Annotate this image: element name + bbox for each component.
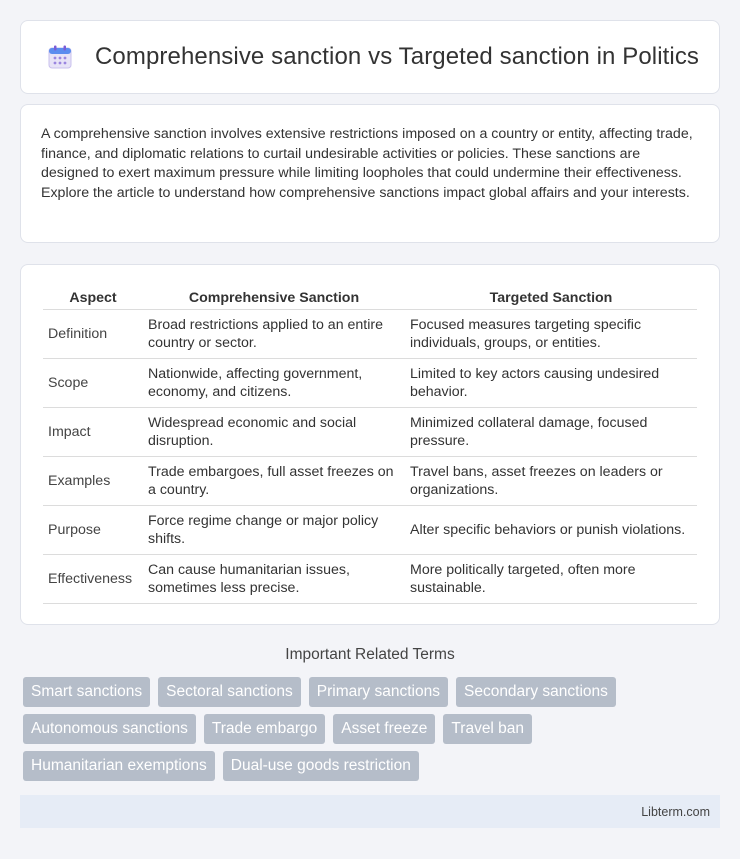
tag-sectoral-sanctions[interactable]: Sectoral sanctions [158, 677, 301, 707]
tag-travel-ban[interactable]: Travel ban [443, 714, 532, 744]
row-comprehensive: Broad restrictions applied to an entire country or sector. [143, 309, 405, 358]
footer [20, 795, 720, 828]
row-targeted: More politically targeted, often more sustainable. [405, 554, 697, 603]
comparison-table [43, 285, 697, 604]
row-comprehensive: Force regime change or major policy shifts. [143, 505, 405, 554]
table-header-row [43, 285, 697, 309]
row-aspect: Impact [43, 407, 143, 456]
tag-primary-sanctions[interactable]: Primary sanctions [309, 677, 448, 707]
tag-row [23, 677, 723, 707]
intro-paragraph: A comprehensive sanction involves extensive restrictions imposed on a country or entity, affecting trade, finance, and diplomatic relations to curtail undesirable activities or policies. These sanctions are designed to exert maximum pressure while limiting loopholes that could undermine their effectiveness. Explore the article to understand how comprehensive sanctions impact global affairs and your interests. [41, 126, 693, 201]
table-row [43, 456, 697, 505]
related-terms-list [23, 677, 723, 788]
comparison-card [20, 264, 720, 625]
table-row [43, 554, 697, 603]
row-aspect: Examples [43, 456, 143, 505]
page-title: Comprehensive sanction vs Targeted sanction in Politics [95, 43, 700, 70]
related-terms-heading: Important Related Terms [285, 646, 455, 663]
tag-asset-freeze[interactable]: Asset freeze [333, 714, 435, 744]
row-comprehensive: Trade embargoes, full asset freezes on a country. [143, 456, 405, 505]
tag-trade-embargo[interactable]: Trade embargo [204, 714, 325, 744]
row-aspect: Scope [43, 358, 143, 407]
row-aspect: Definition [43, 309, 143, 358]
column-header-comprehensive: Comprehensive Sanction [143, 285, 405, 309]
column-header-targeted: Targeted Sanction [405, 285, 697, 309]
tag-humanitarian-exemptions[interactable]: Humanitarian exemptions [23, 751, 215, 781]
tag-secondary-sanctions[interactable]: Secondary sanctions [456, 677, 616, 707]
row-comprehensive: Can cause humanitarian issues, sometimes less precise. [143, 554, 405, 603]
tag-row [23, 751, 723, 781]
row-aspect: Effectiveness [43, 554, 143, 603]
table-row [43, 407, 697, 456]
tag-dual-use-goods-restriction[interactable]: Dual-use goods restriction [223, 751, 419, 781]
row-targeted: Alter specific behaviors or punish violations. [405, 505, 697, 554]
calendar-icon [47, 44, 73, 70]
column-header-aspect: Aspect [43, 285, 143, 309]
row-targeted: Limited to key actors causing undesired behavior. [405, 358, 697, 407]
row-targeted: Travel bans, asset freezes on leaders or organizations. [405, 456, 697, 505]
tag-smart-sanctions[interactable]: Smart sanctions [23, 677, 150, 707]
row-comprehensive: Nationwide, affecting government, economy, and citizens. [143, 358, 405, 407]
header-card [20, 20, 720, 94]
intro-card [20, 104, 720, 243]
table-row [43, 505, 697, 554]
table-row [43, 309, 697, 358]
row-targeted: Focused measures targeting specific individuals, groups, or entities. [405, 309, 697, 358]
row-comprehensive: Widespread economic and social disruption. [143, 407, 405, 456]
tag-autonomous-sanctions[interactable]: Autonomous sanctions [23, 714, 196, 744]
tag-row [23, 714, 723, 744]
row-targeted: Minimized collateral damage, focused pressure. [405, 407, 697, 456]
row-aspect: Purpose [43, 505, 143, 554]
table-row [43, 358, 697, 407]
footer-brand-link[interactable]: Libterm.com [641, 804, 710, 819]
